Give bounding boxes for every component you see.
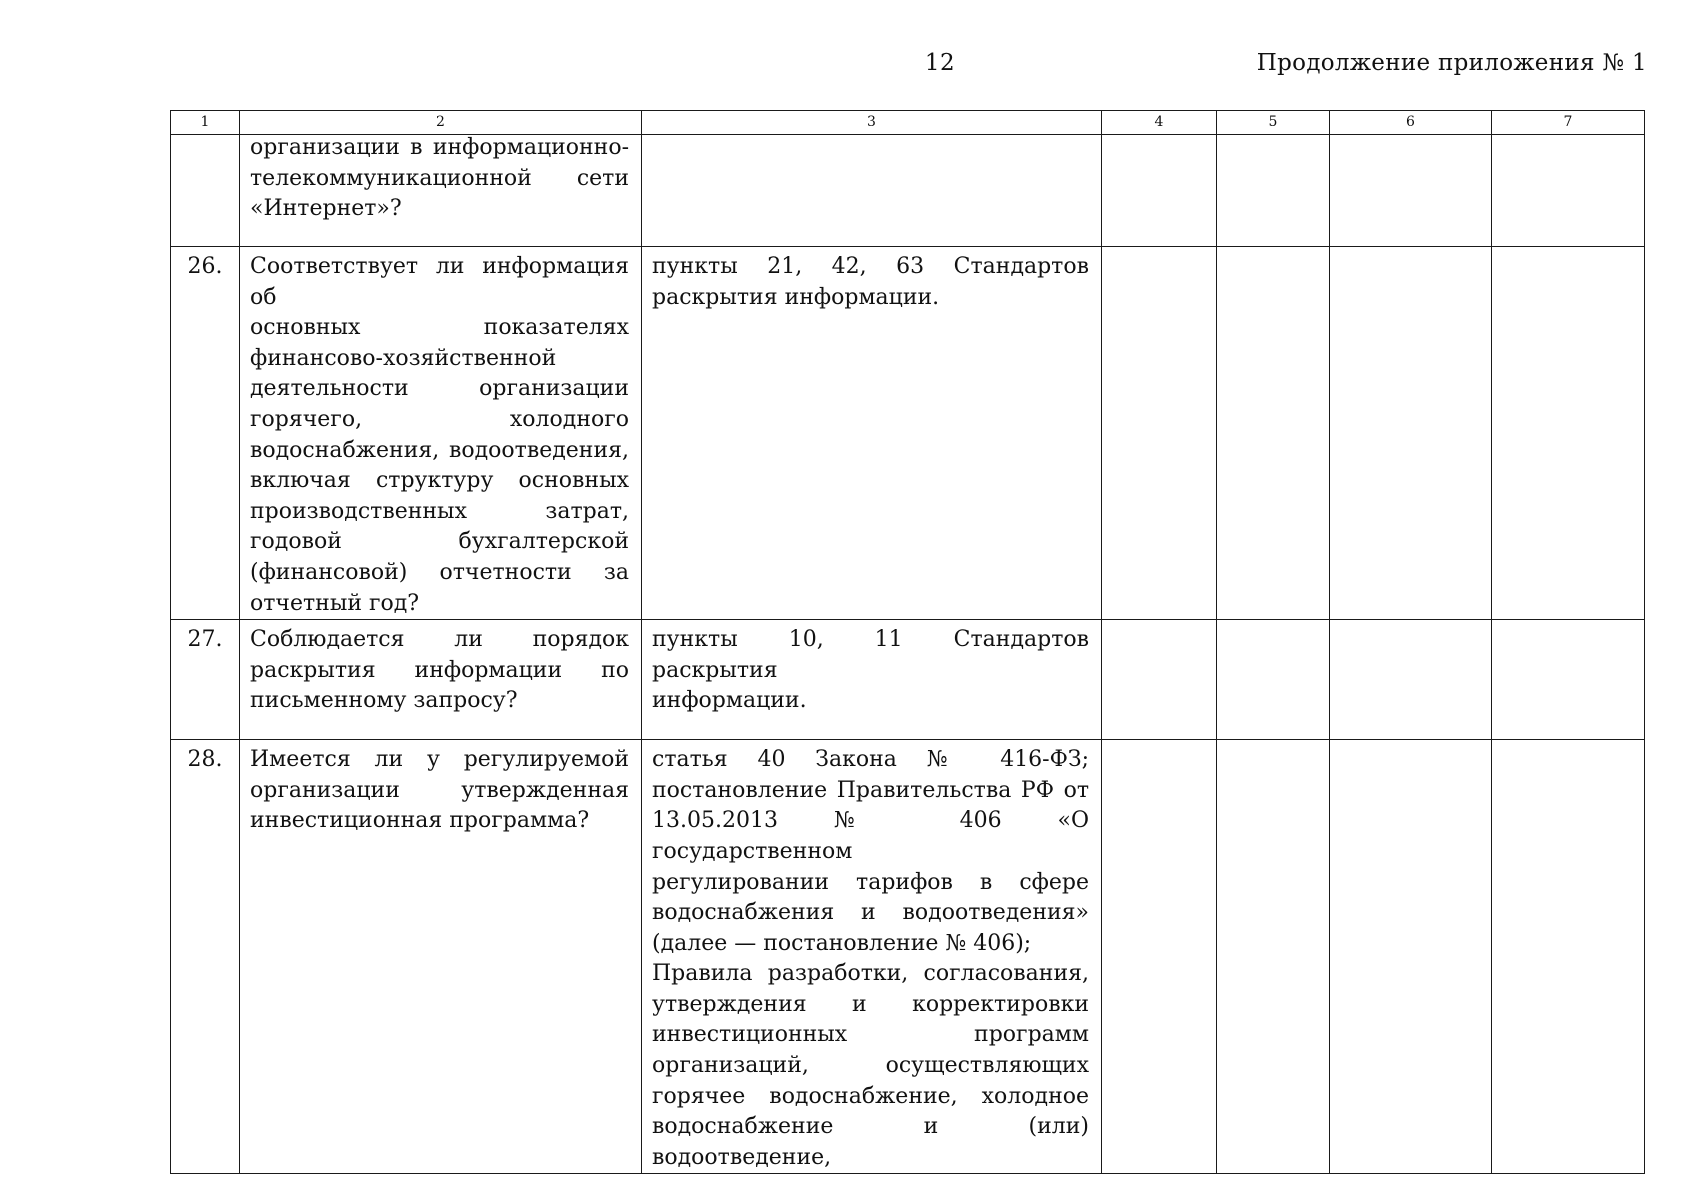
empty-cell — [1492, 135, 1645, 247]
empty-cell — [1102, 247, 1217, 620]
column-header-3: 3 — [642, 111, 1102, 135]
reference-cell — [642, 135, 1102, 247]
reference-line: 13.05.2013 № 406 «О государственном — [652, 808, 1089, 864]
question-line: телекоммуникационной сети — [250, 165, 629, 191]
reference-line: горячее водоснабжение, холодное — [652, 1083, 1089, 1109]
question-line: «Интернет»? — [250, 196, 402, 222]
row-number: 28. — [171, 740, 240, 1174]
reference-line: водоснабжение и (или) водоотведение, — [652, 1114, 1089, 1170]
reference-line: статья 40 Закона № 416-ФЗ; — [652, 747, 1089, 773]
reference-line: инвестиционных программ — [652, 1022, 1089, 1048]
empty-cell — [1330, 247, 1492, 620]
empty-cell — [1330, 620, 1492, 740]
reference-line: пункты 10, 11 Стандартов раскрытия — [652, 627, 1089, 683]
table-row — [171, 247, 1645, 620]
column-header-1: 1 — [171, 111, 240, 135]
row-number: 26. — [171, 247, 240, 620]
question-line: водоснабжения, водоотведения, — [250, 437, 629, 463]
question-line: Имеется ли у регулируемой — [250, 747, 629, 773]
empty-cell — [1102, 135, 1217, 247]
empty-cell — [1330, 740, 1492, 1174]
row-number — [171, 135, 240, 247]
question-cell — [240, 135, 642, 247]
column-header-2: 2 — [240, 111, 642, 135]
reference-line: организаций, осуществляющих — [652, 1053, 1089, 1079]
question-line: Соблюдается ли порядок — [250, 627, 629, 653]
question-line: (финансовой) отчетности за — [250, 559, 629, 585]
question-line: Соответствует ли информация об — [250, 254, 629, 310]
empty-cell — [1217, 620, 1330, 740]
question-line: производственных затрат, — [250, 498, 629, 524]
question-line: инвестиционная программа? — [250, 808, 590, 834]
checklist-table — [170, 110, 1645, 1174]
reference-line: (далее — постановление № 406); — [652, 930, 1032, 956]
question-cell — [240, 247, 642, 620]
reference-cell — [642, 247, 1102, 620]
question-line: включая структуру основных — [250, 468, 629, 494]
reference-line: пункты 21, 42, 63 Стандартов — [652, 254, 1089, 279]
appendix-continuation-label: Продолжение приложения № 1 — [1256, 50, 1647, 76]
question-line: годовой бухгалтерской — [250, 529, 629, 555]
reference-line: постановление Правительства РФ от — [652, 777, 1089, 803]
empty-cell — [1492, 740, 1645, 1174]
table-row — [171, 620, 1645, 740]
column-header-6: 6 — [1330, 111, 1492, 135]
question-line: отчетный год? — [250, 590, 420, 616]
empty-cell — [1330, 135, 1492, 247]
reference-line: регулировании тарифов в сфере — [652, 869, 1089, 895]
reference-line: утверждения и корректировки — [652, 991, 1089, 1017]
question-line: письменному запросу? — [250, 688, 518, 714]
reference-line: водоснабжения и водоотведения» — [652, 900, 1089, 926]
empty-cell — [1102, 740, 1217, 1174]
empty-cell — [1217, 247, 1330, 620]
question-line: финансово-хозяйственной — [250, 345, 557, 371]
table-row — [171, 740, 1645, 1174]
column-header-4: 4 — [1102, 111, 1217, 135]
question-cell — [240, 620, 642, 740]
empty-cell — [1492, 247, 1645, 620]
question-cell — [240, 740, 642, 1174]
reference-line: раскрытия информации. — [652, 284, 940, 310]
empty-cell — [1102, 620, 1217, 740]
reference-line: информации. — [652, 688, 807, 714]
reference-cell — [642, 740, 1102, 1174]
empty-cell — [1217, 740, 1330, 1174]
column-header-7: 7 — [1492, 111, 1645, 135]
column-number-header-row — [171, 111, 1645, 135]
question-line: деятельности организации — [250, 376, 629, 402]
empty-cell — [1492, 620, 1645, 740]
question-line: раскрытия информации по — [250, 657, 629, 683]
column-header-5: 5 — [1217, 111, 1330, 135]
question-line: горячего, холодного — [250, 406, 629, 432]
table-row — [171, 135, 1645, 247]
reference-line: Правила разработки, согласования, — [652, 961, 1089, 987]
question-line: организации в информационно- — [250, 135, 629, 160]
row-number: 27. — [171, 620, 240, 740]
page-number: 12 — [924, 50, 956, 76]
question-line: основных показателях — [250, 315, 629, 341]
empty-cell — [1217, 135, 1330, 247]
reference-cell — [642, 620, 1102, 740]
question-line: организации утвержденная — [250, 777, 629, 803]
